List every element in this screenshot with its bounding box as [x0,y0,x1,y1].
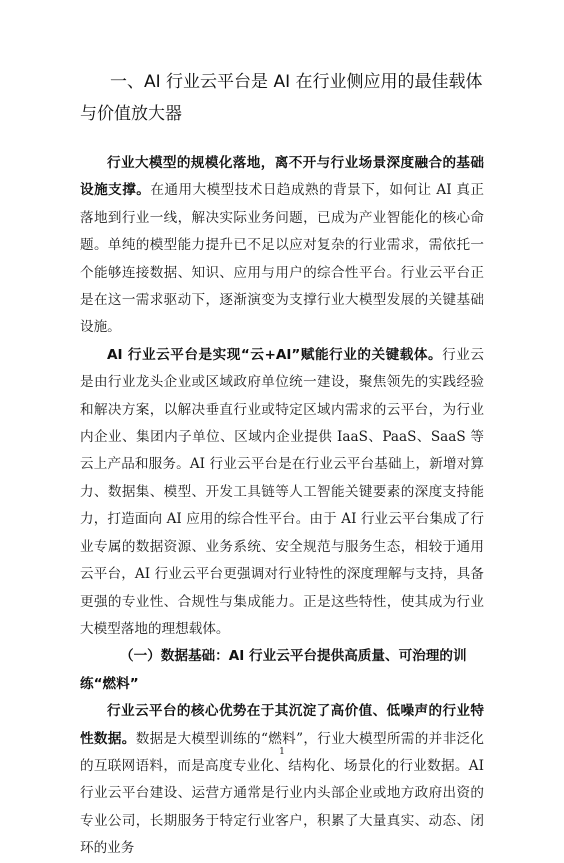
paragraph-1 [80,150,484,342]
paragraph-1-body: 在通用大模型技术日趋成熟的背景下，如何让 AI 真正落地到行业一线，解决实际业务问题，已成为产业智能化的核心命题。单纯的模型能力提升已不足以应对复杂的行业需求，需依托一个能够连接数据、知识、应用与用户的综合性平台。行业云平台正是在这一需求驱动下，逐渐演变为支撑行业大模型发展的关键基础设施。 [80,182,485,336]
subsection-heading: （一）数据基础：AI 行业云平台提供高质量、可治理的训练“燃料” [80,648,467,692]
paragraph-1-lead: 行业大模型的规模化落地，离不开与行业场景深度融合的基础设施支撑。 [80,155,484,199]
paragraph-3 [80,698,484,862]
page-number: 1 [279,747,285,757]
paragraph-2-body: 行业云是由行业龙头企业或区域政府单位统一建设，聚焦领先的实践经验和解决方案，以解决垂直行业或特定区域内需求的云平台，为行业内企业、集团内子单位、区域内企业提供 IaaS、PaaS、SaaS 等云上产品和服务。AI 行业云平台是在行业云平台基础上，新增对算力、数据集、模型、开发工具链等人工智能关键要素的深度支持能力，打造面向 AI 应用的综合性平台。由于 AI 行业云平台集成了行业专属的数据资源、业务系统、安全规范与服务生态，相较于通用云平台，AI 行业云平台更强调对行业特性的深度理解与支持，具备更强的专业性、合规性与集成能力。正是这些特性，使其成为行业大模型落地的理想载体。 [80,346,485,637]
section-heading: 一、AI 行业云平台是 AI 在行业侧应用的最佳载体与价值放大器 [80,72,483,124]
paragraph-2 [80,342,484,643]
paragraph-3-lead: 行业云平台的核心优势在于其沉淀了高价值、低噪声的行业特性数据。 [80,703,484,747]
document-body [80,66,484,863]
paragraph-2-lead: AI 行业云平台是实现“云+AI”赋能行业的关键载体。 [107,346,443,363]
paragraph-3-body: 数据是大模型训练的“燃料”，行业大模型所需的并非泛化的互联网语料，而是高度专业化、结构化、场景化的行业数据。AI 行业云平台建设、运营方通常是行业内头部企业或地方政府出资的专业公司，长期服务于特定行业客户，积累了大量真实、动态、闭环的业务 [80,730,484,857]
